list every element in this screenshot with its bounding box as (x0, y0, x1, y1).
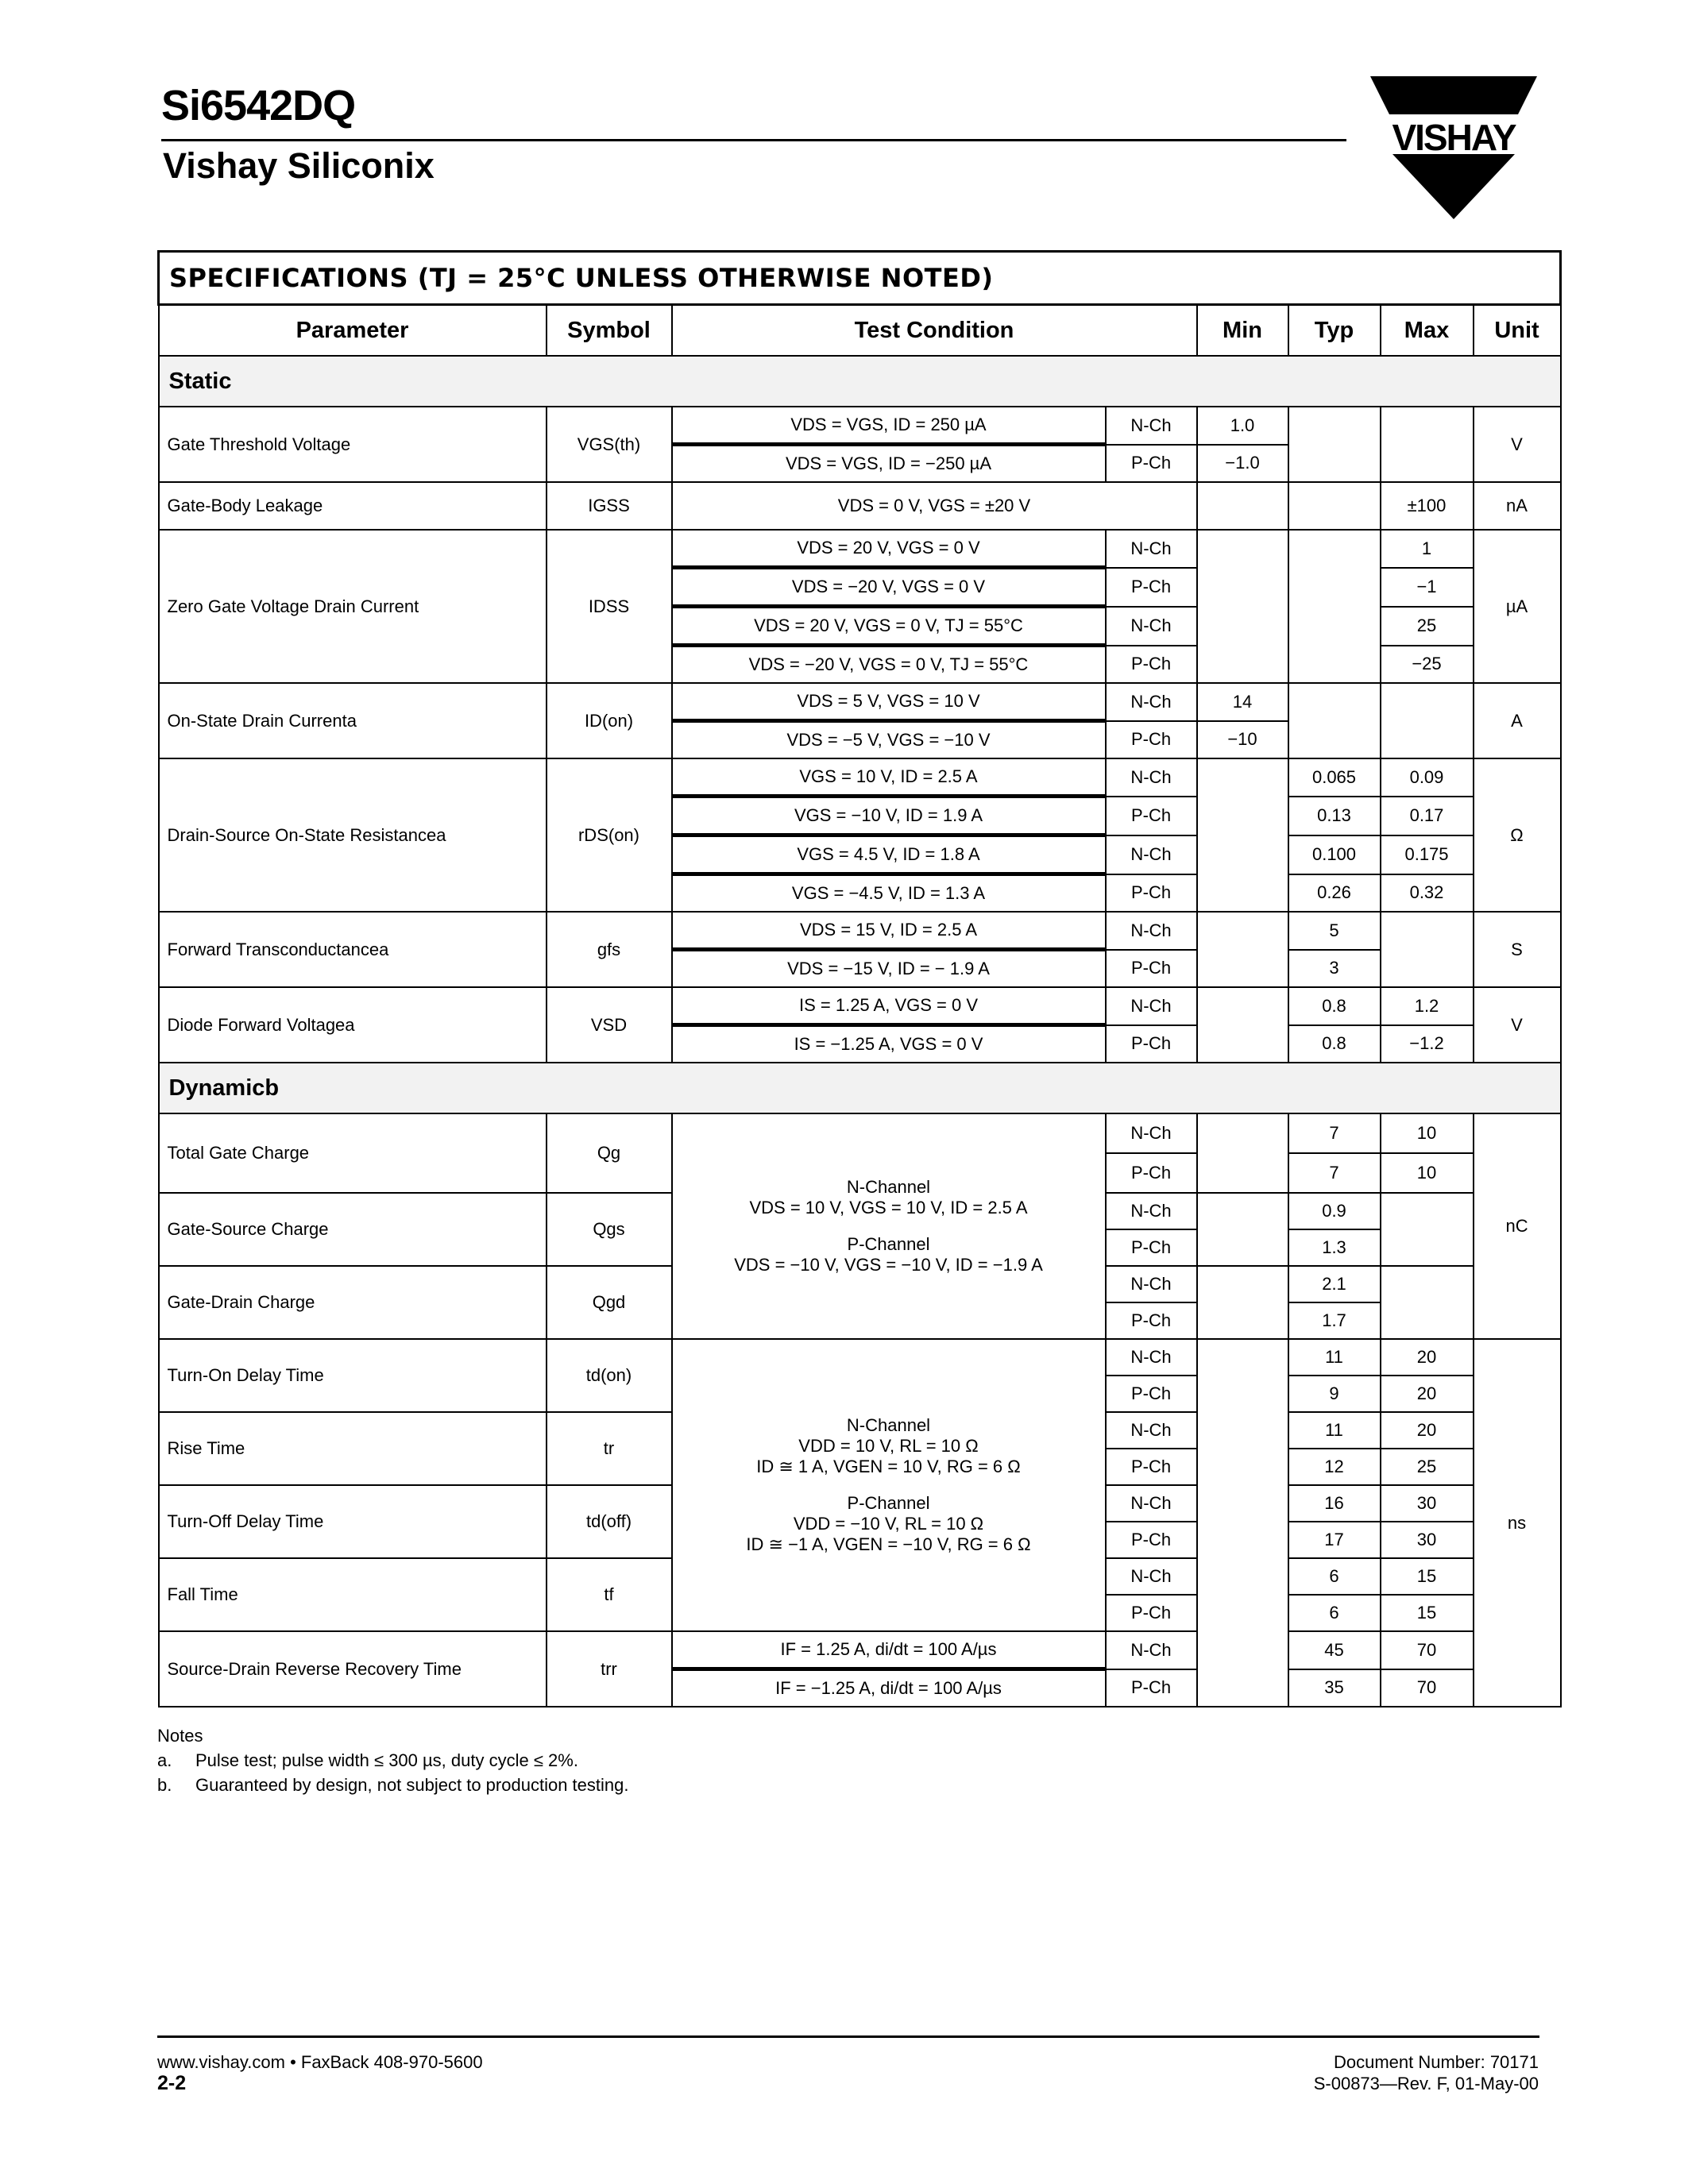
condition-cell: VDS = 5 V, VGS = 10 V (672, 683, 1106, 721)
channel-cell: P-Ch (1106, 797, 1197, 835)
symbol-cell: trr (547, 1631, 672, 1707)
condition-cell: VDS = VGS, ID = −250 µA (672, 445, 1106, 483)
min-cell (1197, 987, 1288, 1063)
symbol-cell: tf (547, 1558, 672, 1631)
note-text: Guaranteed by design, not subject to production testing. (195, 1775, 629, 1795)
channel-cell: P-Ch (1106, 1449, 1197, 1485)
col-min: Min (1197, 305, 1288, 357)
typ-cell: 0.9 (1288, 1193, 1381, 1229)
min-cell (1197, 1339, 1288, 1707)
channel-cell: N-Ch (1106, 1266, 1197, 1302)
condition-cell: VDS = 20 V, VGS = 0 V (672, 530, 1106, 568)
param-cell: Gate-Source Charge (159, 1193, 547, 1266)
typ-cell: 17 (1288, 1522, 1381, 1558)
param-cell: Turn-On Delay Time (159, 1339, 547, 1412)
condition-cell: VGS = 10 V, ID = 2.5 A (672, 758, 1106, 797)
typ-cell: 12 (1288, 1449, 1381, 1485)
param-cell: Fall Time (159, 1558, 547, 1631)
channel-cell: N-Ch (1106, 1193, 1197, 1229)
col-max: Max (1381, 305, 1474, 357)
notes-heading: Notes (157, 1726, 203, 1746)
channel-cell: N-Ch (1106, 407, 1197, 445)
max-cell (1381, 912, 1474, 987)
channel-cell: P-Ch (1106, 1669, 1197, 1707)
switching-condition-cell (672, 1339, 1106, 1631)
param-cell: Gate-Body Leakage (159, 482, 547, 530)
vishay-logo (1370, 76, 1537, 219)
charge-cond-line: P-Channel (847, 1234, 930, 1254)
channel-cell: P-Ch (1106, 445, 1197, 483)
max-cell: 0.32 (1381, 874, 1474, 913)
channel-cell: P-Ch (1106, 1302, 1197, 1339)
note-b (157, 1773, 628, 1797)
note-label: b. (157, 1775, 172, 1795)
param-cell: Zero Gate Voltage Drain Current (159, 530, 547, 683)
max-cell: 10 (1381, 1153, 1474, 1193)
param-cell: Rise Time (159, 1412, 547, 1485)
param-cell: Total Gate Charge (159, 1113, 547, 1193)
typ-cell: 0.100 (1288, 835, 1381, 874)
param-cell: Diode Forward Voltagea (159, 987, 547, 1063)
section-static: Static (159, 356, 1561, 407)
min-cell (1197, 758, 1288, 912)
max-cell: 20 (1381, 1376, 1474, 1412)
symbol-cell: VSD (547, 987, 672, 1063)
typ-cell: 16 (1288, 1485, 1381, 1522)
typ-cell: 6 (1288, 1558, 1381, 1595)
condition-cell: VDS = VGS, ID = 250 µA (672, 407, 1106, 445)
condition-cell: VDS = −5 V, VGS = −10 V (672, 721, 1106, 759)
unit-cell: ns (1474, 1339, 1561, 1707)
switch-cond-line: ID ≅ −1 A, VGEN = −10 V, RG = 6 Ω (746, 1534, 1031, 1554)
max-cell: 10 (1381, 1113, 1474, 1153)
param-cell: Source-Drain Reverse Recovery Time (159, 1631, 547, 1707)
param-cell: Gate-Drain Charge (159, 1266, 547, 1339)
part-number: Si6542DQ (161, 82, 356, 129)
channel-cell: P-Ch (1106, 1595, 1197, 1631)
condition-cell: VDS = 15 V, ID = 2.5 A (672, 912, 1106, 950)
channel-cell: P-Ch (1106, 950, 1197, 988)
channel-cell: P-Ch (1106, 1522, 1197, 1558)
channel-cell: N-Ch (1106, 758, 1197, 797)
unit-cell: nC (1474, 1113, 1561, 1339)
table-row (159, 482, 1561, 530)
channel-cell: P-Ch (1106, 1025, 1197, 1063)
channel-cell: N-Ch (1106, 835, 1197, 874)
table-row (159, 912, 1561, 950)
unit-cell: Ω (1474, 758, 1561, 912)
table-row (159, 1631, 1561, 1669)
min-cell (1197, 1193, 1288, 1266)
footer-rule (157, 2035, 1539, 2038)
min-cell (1197, 482, 1288, 530)
table-row (159, 1339, 1561, 1376)
min-cell (1197, 912, 1288, 987)
condition-cell: VGS = −10 V, ID = 1.9 A (672, 797, 1106, 835)
typ-cell: 7 (1288, 1153, 1381, 1193)
channel-cell: N-Ch (1106, 1558, 1197, 1595)
min-cell: 14 (1197, 683, 1288, 721)
typ-cell: 35 (1288, 1669, 1381, 1707)
symbol-cell: td(on) (547, 1339, 672, 1412)
condition-cell: VDS = −20 V, VGS = 0 V, TJ = 55°C (672, 646, 1106, 684)
max-cell: −25 (1381, 646, 1474, 684)
condition-cell: IS = 1.25 A, VGS = 0 V (672, 987, 1106, 1025)
max-cell: −1 (1381, 568, 1474, 607)
switch-cond-line: VDD = 10 V, RL = 10 Ω (798, 1436, 979, 1456)
symbol-cell: VGS(th) (547, 407, 672, 482)
symbol-cell: IDSS (547, 530, 672, 683)
channel-cell: N-Ch (1106, 1412, 1197, 1449)
switch-cond-line: P-Channel (847, 1493, 930, 1513)
switch-cond-line: VDD = −10 V, RL = 10 Ω (793, 1514, 984, 1534)
logo-text: VISHAY (1392, 117, 1516, 158)
channel-cell: N-Ch (1106, 987, 1197, 1025)
footer-website-link[interactable]: www.vishay.com • FaxBack 408-970-5600 (157, 2052, 483, 2072)
charge-cond-line: VDS = 10 V, VGS = 10 V, ID = 2.5 A (749, 1198, 1028, 1217)
typ-cell: 11 (1288, 1339, 1381, 1376)
document-number: Document Number: 70171 (1333, 2052, 1539, 2072)
note-label: a. (157, 1750, 172, 1770)
col-parameter: Parameter (159, 305, 547, 357)
max-cell: 30 (1381, 1485, 1474, 1522)
condition-cell: VGS = 4.5 V, ID = 1.8 A (672, 835, 1106, 874)
table-row (159, 530, 1561, 568)
header-rule (161, 139, 1346, 141)
table-row (159, 683, 1561, 721)
notes (157, 1723, 628, 1797)
channel-cell: N-Ch (1106, 1485, 1197, 1522)
charge-cond-line: N-Channel (846, 1177, 931, 1197)
note-a (157, 1748, 628, 1773)
typ-cell: 6 (1288, 1595, 1381, 1631)
typ-cell: 3 (1288, 950, 1381, 988)
channel-cell: N-Ch (1106, 607, 1197, 646)
revision: S-00873—Rev. F, 01-May-00 (1313, 2074, 1539, 2093)
param-cell: Forward Transconductancea (159, 912, 547, 987)
condition-cell: IF = −1.25 A, di/dt = 100 A/µs (672, 1669, 1106, 1707)
unit-cell: nA (1474, 482, 1561, 530)
condition-cell: IS = −1.25 A, VGS = 0 V (672, 1025, 1106, 1063)
col-unit: Unit (1474, 305, 1561, 357)
max-cell (1381, 683, 1474, 758)
max-cell: 15 (1381, 1595, 1474, 1631)
switch-cond-line: ID ≅ 1 A, VGEN = 10 V, RG = 6 Ω (756, 1457, 1021, 1476)
unit-cell: V (1474, 987, 1561, 1063)
symbol-cell: Qgd (547, 1266, 672, 1339)
condition-cell: VGS = −4.5 V, ID = 1.3 A (672, 874, 1106, 913)
channel-cell: N-Ch (1106, 912, 1197, 950)
symbol-cell: ID(on) (547, 683, 672, 758)
channel-cell: N-Ch (1106, 1113, 1197, 1153)
max-cell (1381, 1266, 1474, 1339)
condition-cell: IF = 1.25 A, di/dt = 100 A/µs (672, 1631, 1106, 1669)
typ-cell: 1.3 (1288, 1229, 1381, 1266)
max-cell: 30 (1381, 1522, 1474, 1558)
typ-cell: 0.8 (1288, 987, 1381, 1025)
typ-cell: 11 (1288, 1412, 1381, 1449)
footer-right (1314, 2051, 1539, 2094)
typ-cell (1288, 683, 1381, 758)
param-cell: Drain-Source On-State Resistancea (159, 758, 547, 912)
charge-cond-line: VDS = −10 V, VGS = −10 V, ID = −1.9 A (734, 1255, 1043, 1275)
table-title: SPECIFICATIONS (TJ = 25°C UNLESS OTHERWISE NOTED) (159, 252, 1561, 305)
typ-cell: 0.065 (1288, 758, 1381, 797)
typ-cell (1288, 407, 1381, 482)
symbol-cell: IGSS (547, 482, 672, 530)
min-cell: −10 (1197, 721, 1288, 759)
max-cell: 0.09 (1381, 758, 1474, 797)
symbol-cell: tr (547, 1412, 672, 1485)
max-cell: 1 (1381, 530, 1474, 568)
channel-cell: N-Ch (1106, 683, 1197, 721)
max-cell: 70 (1381, 1631, 1474, 1669)
typ-cell: 0.8 (1288, 1025, 1381, 1063)
typ-cell (1288, 530, 1381, 683)
channel-cell: P-Ch (1106, 1153, 1197, 1193)
col-typ: Typ (1288, 305, 1381, 357)
max-cell (1381, 1193, 1474, 1266)
param-cell: On-State Drain Currenta (159, 683, 547, 758)
channel-cell: P-Ch (1106, 568, 1197, 607)
unit-cell: µA (1474, 530, 1561, 683)
max-cell: 20 (1381, 1339, 1474, 1376)
typ-cell: 45 (1288, 1631, 1381, 1669)
max-cell: 15 (1381, 1558, 1474, 1595)
footer-left (157, 2051, 483, 2094)
max-cell: ±100 (1381, 482, 1474, 530)
symbol-cell: Qg (547, 1113, 672, 1193)
table-row (159, 987, 1561, 1025)
channel-cell: N-Ch (1106, 1339, 1197, 1376)
typ-cell: 7 (1288, 1113, 1381, 1153)
unit-cell: S (1474, 912, 1561, 987)
channel-cell: P-Ch (1106, 874, 1197, 913)
typ-cell (1288, 482, 1381, 530)
table-row (159, 407, 1561, 445)
min-cell (1197, 530, 1288, 683)
channel-cell: P-Ch (1106, 646, 1197, 684)
col-symbol: Symbol (547, 305, 672, 357)
unit-cell: V (1474, 407, 1561, 482)
specifications-table (157, 250, 1562, 1707)
condition-cell: VDS = −15 V, ID = − 1.9 A (672, 950, 1106, 988)
col-test-condition: Test Condition (672, 305, 1197, 357)
channel-cell: N-Ch (1106, 530, 1197, 568)
param-cell: Turn-Off Delay Time (159, 1485, 547, 1558)
max-cell: 70 (1381, 1669, 1474, 1707)
switch-cond-line: N-Channel (846, 1415, 931, 1435)
symbol-cell: gfs (547, 912, 672, 987)
condition-cell: VDS = 0 V, VGS = ±20 V (672, 482, 1197, 530)
note-text: Pulse test; pulse width ≤ 300 µs, duty cycle ≤ 2%. (195, 1750, 578, 1770)
table-row (159, 758, 1561, 797)
channel-cell: N-Ch (1106, 1631, 1197, 1669)
param-cell: Gate Threshold Voltage (159, 407, 547, 482)
max-cell (1381, 407, 1474, 482)
typ-cell: 0.13 (1288, 797, 1381, 835)
symbol-cell: td(off) (547, 1485, 672, 1558)
max-cell: 0.175 (1381, 835, 1474, 874)
max-cell: 0.17 (1381, 797, 1474, 835)
channel-cell: P-Ch (1106, 1229, 1197, 1266)
typ-cell: 9 (1288, 1376, 1381, 1412)
min-cell (1197, 1113, 1288, 1193)
max-cell: 25 (1381, 1449, 1474, 1485)
table-row (159, 1113, 1561, 1153)
charge-condition-cell (672, 1113, 1106, 1339)
max-cell: 1.2 (1381, 987, 1474, 1025)
manufacturer-name: Vishay Siliconix (163, 145, 435, 186)
typ-cell: 5 (1288, 912, 1381, 950)
channel-cell: P-Ch (1106, 1376, 1197, 1412)
typ-cell: 0.26 (1288, 874, 1381, 913)
channel-cell: P-Ch (1106, 721, 1197, 759)
page-number: 2-2 (157, 2072, 187, 2094)
unit-cell: A (1474, 683, 1561, 758)
typ-cell: 2.1 (1288, 1266, 1381, 1302)
section-dynamic: Dynamicb (159, 1063, 1561, 1113)
max-cell: 25 (1381, 607, 1474, 646)
min-cell: −1.0 (1197, 445, 1288, 483)
condition-cell: VDS = 20 V, VGS = 0 V, TJ = 55°C (672, 607, 1106, 646)
max-cell: −1.2 (1381, 1025, 1474, 1063)
typ-cell: 1.7 (1288, 1302, 1381, 1339)
symbol-cell: Qgs (547, 1193, 672, 1266)
min-cell (1197, 1266, 1288, 1339)
condition-cell: VDS = −20 V, VGS = 0 V (672, 568, 1106, 607)
max-cell: 20 (1381, 1412, 1474, 1449)
symbol-cell: rDS(on) (547, 758, 672, 912)
min-cell: 1.0 (1197, 407, 1288, 445)
